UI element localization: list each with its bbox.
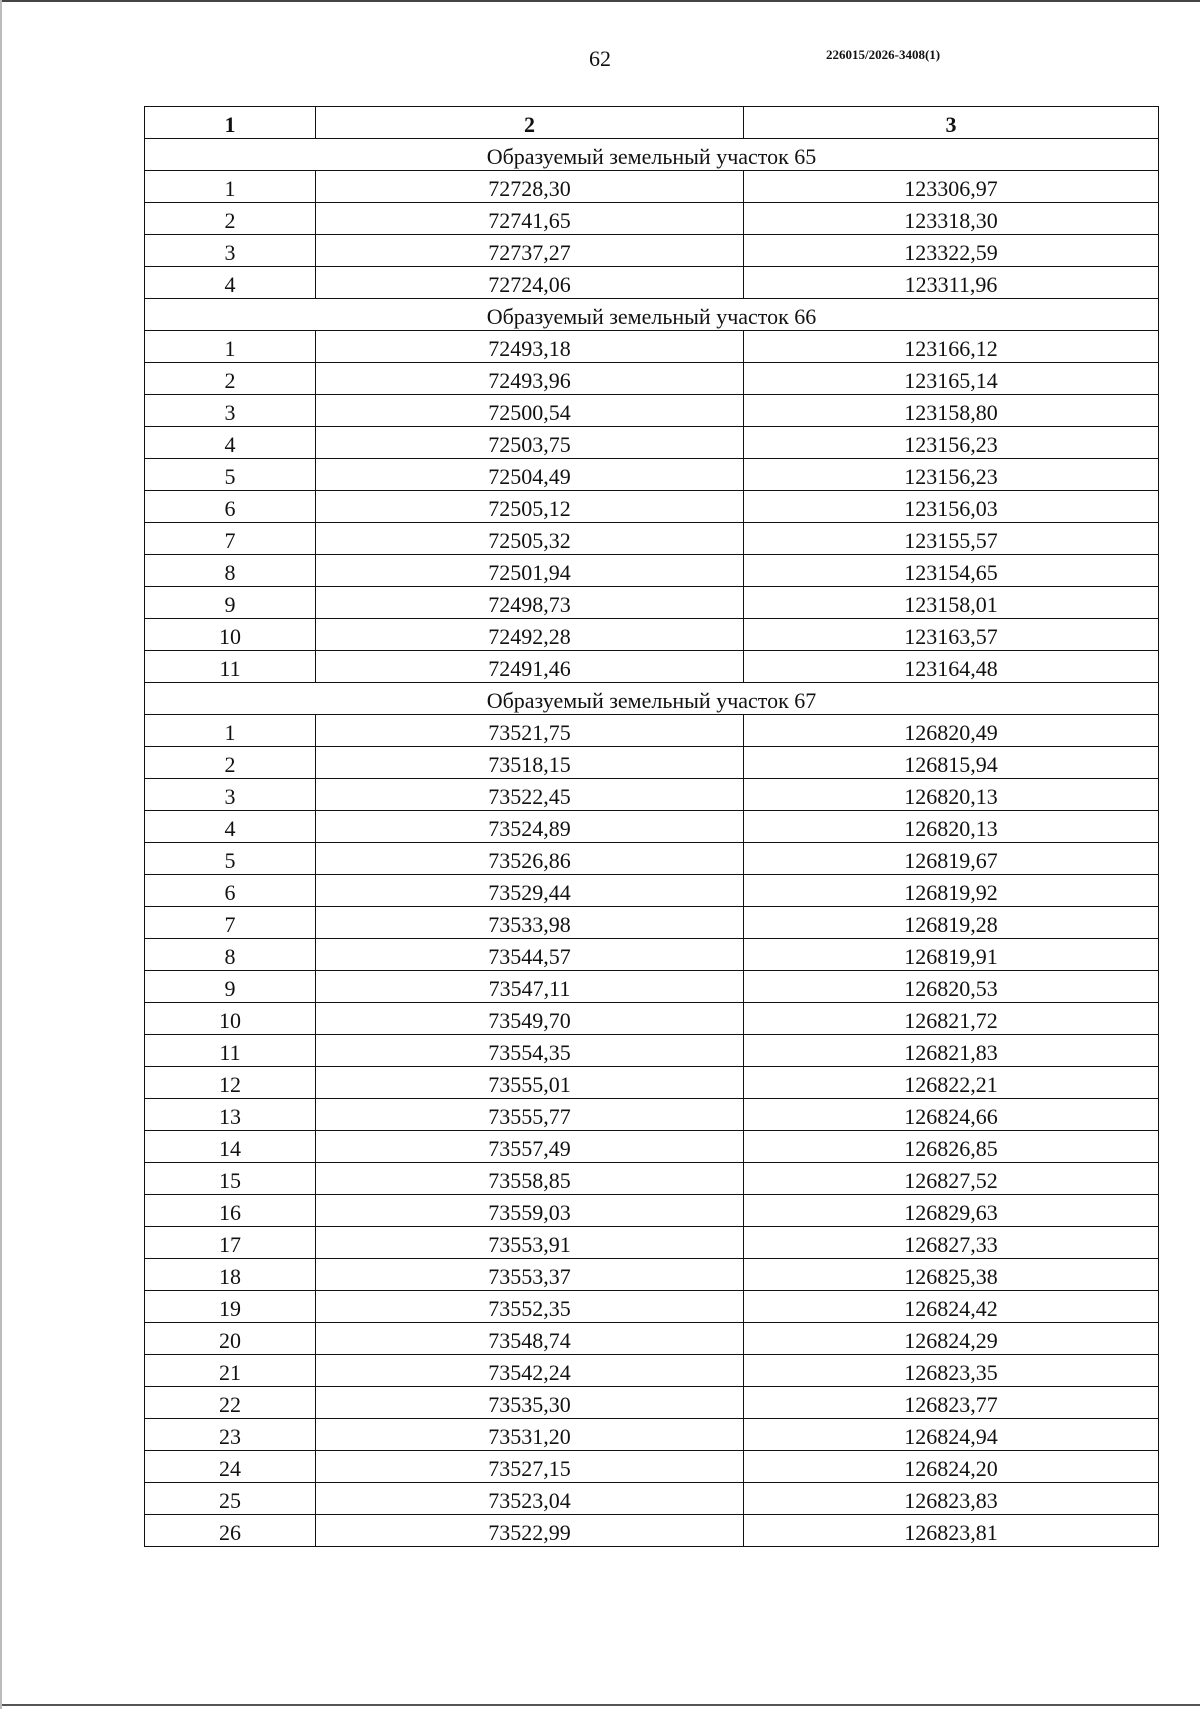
x-coordinate-cell: 73549,70 [316, 1003, 744, 1035]
y-coordinate-cell: 126819,91 [744, 939, 1159, 971]
x-coordinate-cell: 73557,49 [316, 1131, 744, 1163]
y-coordinate-cell: 123158,01 [744, 587, 1159, 619]
point-number-cell: 5 [145, 843, 316, 875]
point-number-cell: 15 [145, 1163, 316, 1195]
point-number-cell: 20 [145, 1323, 316, 1355]
point-number-cell: 2 [145, 203, 316, 235]
x-coordinate-cell: 73522,45 [316, 779, 744, 811]
point-number-cell: 3 [145, 235, 316, 267]
point-number-cell: 2 [145, 363, 316, 395]
y-coordinate-cell: 123156,23 [744, 427, 1159, 459]
y-coordinate-cell: 123165,14 [744, 363, 1159, 395]
point-number-cell: 24 [145, 1451, 316, 1483]
x-coordinate-cell: 73553,37 [316, 1259, 744, 1291]
y-coordinate-cell: 126819,67 [744, 843, 1159, 875]
table-row [145, 1387, 1159, 1419]
x-coordinate-cell: 73544,57 [316, 939, 744, 971]
x-coordinate-cell: 73548,74 [316, 1323, 744, 1355]
x-coordinate-cell: 73523,04 [316, 1483, 744, 1515]
section-header-row [145, 139, 1159, 171]
table-row [145, 587, 1159, 619]
column-header-1: 1 [145, 107, 316, 139]
point-number-cell: 19 [145, 1291, 316, 1323]
x-coordinate-cell: 72503,75 [316, 427, 744, 459]
y-coordinate-cell: 126826,85 [744, 1131, 1159, 1163]
section-title: Образуемый земельный участок 65 [145, 139, 1159, 171]
table-row [145, 491, 1159, 523]
y-coordinate-cell: 123166,12 [744, 331, 1159, 363]
point-number-cell: 9 [145, 587, 316, 619]
point-number-cell: 6 [145, 491, 316, 523]
page-number: 62 [589, 46, 611, 71]
point-number-cell: 10 [145, 1003, 316, 1035]
table-header-row [145, 107, 1159, 139]
x-coordinate-cell: 73527,15 [316, 1451, 744, 1483]
x-coordinate-cell: 72505,12 [316, 491, 744, 523]
x-coordinate-cell: 73559,03 [316, 1195, 744, 1227]
table-row [145, 459, 1159, 491]
point-number-cell: 1 [145, 331, 316, 363]
section-title: Образуемый земельный участок 66 [145, 299, 1159, 331]
x-coordinate-cell: 72500,54 [316, 395, 744, 427]
y-coordinate-cell: 126820,53 [744, 971, 1159, 1003]
table-row [145, 811, 1159, 843]
point-number-cell: 3 [145, 779, 316, 811]
y-coordinate-cell: 123306,97 [744, 171, 1159, 203]
table-row [145, 1131, 1159, 1163]
table-row [145, 555, 1159, 587]
y-coordinate-cell: 123163,57 [744, 619, 1159, 651]
y-coordinate-cell: 123164,48 [744, 651, 1159, 683]
x-coordinate-cell: 72498,73 [316, 587, 744, 619]
y-coordinate-cell: 126819,28 [744, 907, 1159, 939]
table-row [145, 203, 1159, 235]
y-coordinate-cell: 126827,33 [744, 1227, 1159, 1259]
table-row [145, 363, 1159, 395]
table-row [145, 1291, 1159, 1323]
point-number-cell: 26 [145, 1515, 316, 1547]
y-coordinate-cell: 123311,96 [744, 267, 1159, 299]
y-coordinate-cell: 123154,65 [744, 555, 1159, 587]
table-row [145, 779, 1159, 811]
x-coordinate-cell: 72504,49 [316, 459, 744, 491]
table-row [145, 235, 1159, 267]
table-row [145, 1195, 1159, 1227]
point-number-cell: 25 [145, 1483, 316, 1515]
x-coordinate-cell: 73553,91 [316, 1227, 744, 1259]
table-row [145, 1035, 1159, 1067]
x-coordinate-cell: 73555,01 [316, 1067, 744, 1099]
point-number-cell: 8 [145, 939, 316, 971]
table-row [145, 843, 1159, 875]
scan-top-edge [0, 0, 1200, 2]
table-row [145, 715, 1159, 747]
y-coordinate-cell: 126823,77 [744, 1387, 1159, 1419]
table-row [145, 171, 1159, 203]
point-number-cell: 23 [145, 1419, 316, 1451]
point-number-cell: 1 [145, 715, 316, 747]
table-body [145, 139, 1159, 1547]
y-coordinate-cell: 126819,92 [744, 875, 1159, 907]
point-number-cell: 17 [145, 1227, 316, 1259]
x-coordinate-cell: 72737,27 [316, 235, 744, 267]
table-row [145, 747, 1159, 779]
x-coordinate-cell: 72493,96 [316, 363, 744, 395]
y-coordinate-cell: 126824,94 [744, 1419, 1159, 1451]
table-row [145, 1323, 1159, 1355]
y-coordinate-cell: 126823,83 [744, 1483, 1159, 1515]
section-title: Образуемый земельный участок 67 [145, 683, 1159, 715]
table-row [145, 1451, 1159, 1483]
y-coordinate-cell: 126824,66 [744, 1099, 1159, 1131]
x-coordinate-cell: 73558,85 [316, 1163, 744, 1195]
point-number-cell: 13 [145, 1099, 316, 1131]
y-coordinate-cell: 126827,52 [744, 1163, 1159, 1195]
y-coordinate-cell: 123156,03 [744, 491, 1159, 523]
y-coordinate-cell: 123156,23 [744, 459, 1159, 491]
y-coordinate-cell: 126821,83 [744, 1035, 1159, 1067]
table-row [145, 651, 1159, 683]
table-row [145, 523, 1159, 555]
y-coordinate-cell: 126829,63 [744, 1195, 1159, 1227]
y-coordinate-cell: 126815,94 [744, 747, 1159, 779]
point-number-cell: 8 [145, 555, 316, 587]
table-row [145, 939, 1159, 971]
x-coordinate-cell: 73552,35 [316, 1291, 744, 1323]
section-header-row [145, 683, 1159, 715]
y-coordinate-cell: 126820,13 [744, 779, 1159, 811]
table-row [145, 1355, 1159, 1387]
x-coordinate-cell: 73529,44 [316, 875, 744, 907]
table-row [145, 1003, 1159, 1035]
table-row [145, 1163, 1159, 1195]
table-row [145, 267, 1159, 299]
point-number-cell: 12 [145, 1067, 316, 1099]
table-row [145, 1483, 1159, 1515]
table-row [145, 971, 1159, 1003]
scan-bottom-edge [0, 1704, 1200, 1706]
x-coordinate-cell: 73522,99 [316, 1515, 744, 1547]
y-coordinate-cell: 126821,72 [744, 1003, 1159, 1035]
table-row [145, 427, 1159, 459]
x-coordinate-cell: 72505,32 [316, 523, 744, 555]
column-header-3: 3 [744, 107, 1159, 139]
point-number-cell: 11 [145, 1035, 316, 1067]
table-row [145, 1067, 1159, 1099]
table-row [145, 395, 1159, 427]
x-coordinate-cell: 73554,35 [316, 1035, 744, 1067]
x-coordinate-cell: 72724,06 [316, 267, 744, 299]
document-code: 226015/2026-3408(1) [826, 47, 941, 62]
y-coordinate-cell: 123155,57 [744, 523, 1159, 555]
scan-left-edge [0, 0, 2, 1709]
y-coordinate-cell: 123318,30 [744, 203, 1159, 235]
y-coordinate-cell: 126820,13 [744, 811, 1159, 843]
y-coordinate-cell: 126822,21 [744, 1067, 1159, 1099]
y-coordinate-cell: 126820,49 [744, 715, 1159, 747]
table-row [145, 619, 1159, 651]
coordinates-table [144, 106, 1159, 1547]
point-number-cell: 10 [145, 619, 316, 651]
y-coordinate-cell: 126824,42 [744, 1291, 1159, 1323]
point-number-cell: 2 [145, 747, 316, 779]
table-row [145, 1259, 1159, 1291]
point-number-cell: 4 [145, 267, 316, 299]
table-row [145, 875, 1159, 907]
x-coordinate-cell: 72493,18 [316, 331, 744, 363]
point-number-cell: 7 [145, 907, 316, 939]
point-number-cell: 11 [145, 651, 316, 683]
point-number-cell: 21 [145, 1355, 316, 1387]
x-coordinate-cell: 73518,15 [316, 747, 744, 779]
point-number-cell: 3 [145, 395, 316, 427]
x-coordinate-cell: 72728,30 [316, 171, 744, 203]
y-coordinate-cell: 126823,35 [744, 1355, 1159, 1387]
x-coordinate-cell: 73531,20 [316, 1419, 744, 1451]
point-number-cell: 14 [145, 1131, 316, 1163]
point-number-cell: 16 [145, 1195, 316, 1227]
table-row [145, 907, 1159, 939]
point-number-cell: 1 [145, 171, 316, 203]
x-coordinate-cell: 72492,28 [316, 619, 744, 651]
column-header-2: 2 [316, 107, 744, 139]
x-coordinate-cell: 73555,77 [316, 1099, 744, 1131]
point-number-cell: 18 [145, 1259, 316, 1291]
table-row [145, 1099, 1159, 1131]
x-coordinate-cell: 73524,89 [316, 811, 744, 843]
point-number-cell: 6 [145, 875, 316, 907]
x-coordinate-cell: 72491,46 [316, 651, 744, 683]
table-row [145, 331, 1159, 363]
point-number-cell: 4 [145, 427, 316, 459]
y-coordinate-cell: 126823,81 [744, 1515, 1159, 1547]
x-coordinate-cell: 73547,11 [316, 971, 744, 1003]
table-row [145, 1515, 1159, 1547]
point-number-cell: 4 [145, 811, 316, 843]
x-coordinate-cell: 73521,75 [316, 715, 744, 747]
point-number-cell: 7 [145, 523, 316, 555]
y-coordinate-cell: 126824,20 [744, 1451, 1159, 1483]
table-row [145, 1227, 1159, 1259]
x-coordinate-cell: 73533,98 [316, 907, 744, 939]
section-header-row [145, 299, 1159, 331]
point-number-cell: 22 [145, 1387, 316, 1419]
point-number-cell: 9 [145, 971, 316, 1003]
y-coordinate-cell: 126824,29 [744, 1323, 1159, 1355]
x-coordinate-cell: 73535,30 [316, 1387, 744, 1419]
y-coordinate-cell: 123322,59 [744, 235, 1159, 267]
point-number-cell: 5 [145, 459, 316, 491]
y-coordinate-cell: 123158,80 [744, 395, 1159, 427]
x-coordinate-cell: 72501,94 [316, 555, 744, 587]
y-coordinate-cell: 126825,38 [744, 1259, 1159, 1291]
table-row [145, 1419, 1159, 1451]
x-coordinate-cell: 73542,24 [316, 1355, 744, 1387]
x-coordinate-cell: 73526,86 [316, 843, 744, 875]
x-coordinate-cell: 72741,65 [316, 203, 744, 235]
